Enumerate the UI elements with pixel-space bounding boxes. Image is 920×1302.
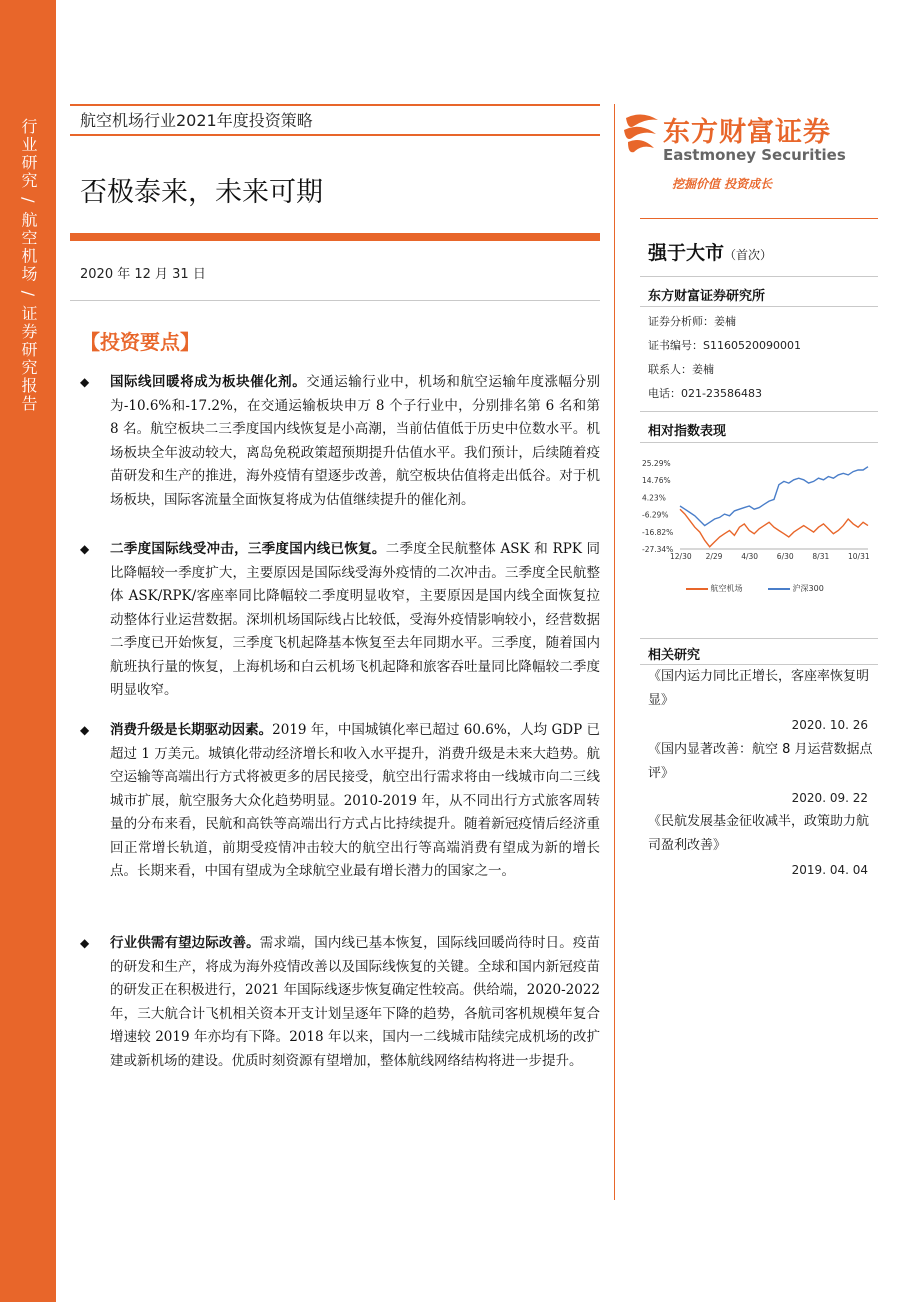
x-tick-label: 8/31 [812, 552, 830, 561]
legend-label: 沪深300 [792, 584, 824, 593]
sidebar-band [0, 0, 56, 1302]
legend-item [768, 583, 824, 594]
institute-name: 东方财富证券研究所 [648, 289, 766, 304]
related-report-date: 2020. 09. 22 [791, 791, 868, 805]
rating-divider [640, 276, 878, 277]
related-report-date: 2019. 04. 04 [791, 863, 868, 877]
x-tick-label: 12/30 [670, 552, 692, 561]
report-title: 否极泰来，未来可期 [80, 177, 323, 208]
sidebar-category: 行业研究 / 航空机场 / 证券研究报告 [19, 118, 38, 414]
bullet-lead: 行业供需有望边际改善。 [110, 935, 260, 951]
related-report-date: 2020. 10. 26 [791, 718, 868, 732]
series-line-hs300 [680, 467, 868, 526]
phone: 电话：021-23586483 [648, 387, 762, 400]
bullet-item [80, 932, 600, 1073]
brand-slogan: 挖掘价值 投资成长 [672, 177, 773, 191]
y-tick-label: 25.29% [642, 459, 671, 468]
header-mid-rule [70, 134, 600, 136]
related-report-title[interactable]: 《民航发展基金征收减半，政策助力航司盈利改善》 [648, 814, 870, 853]
bullet-lead: 消费升级是长期驱动因素。 [110, 722, 273, 738]
bullet-item [80, 538, 600, 703]
legend-item [686, 583, 743, 594]
header-top-rule [70, 104, 600, 106]
info-divider [640, 411, 878, 412]
y-tick-label: -27.34% [642, 545, 674, 554]
x-tick-label: 6/30 [776, 552, 794, 561]
y-tick-label: -6.29% [642, 510, 669, 520]
y-tick-label: -16.82% [642, 527, 674, 537]
x-tick-label: 10/31 [848, 552, 870, 561]
contact-person: 联系人：姜楠 [648, 363, 714, 376]
bullet-item [80, 371, 600, 512]
y-tick-label: 4.23% [642, 493, 666, 503]
y-tick-label: 14.76% [642, 476, 671, 486]
institute-divider [640, 306, 878, 307]
x-tick-label: 4/30 [741, 552, 759, 561]
legend-swatch-airport [686, 588, 708, 590]
diamond-icon: ◆ [80, 542, 90, 556]
report-date: 2020 年 12 月 31 日 [80, 267, 206, 282]
header-thick-rule [70, 233, 600, 241]
diamond-icon: ◆ [80, 723, 90, 737]
bullet-lead: 二季度国际线受冲击，三季度国内线已恢复。 [110, 541, 386, 557]
column-divider [614, 104, 615, 1200]
cert-number: 证书编号：S1160520090001 [648, 339, 801, 352]
diamond-icon: ◆ [80, 936, 90, 950]
bullet-text: 需求端，国内线已基本恢复，国际线回暖尚待时日。疫苗的研发和生产，将成为海外疫情改善以及国际线恢复的关键。全球和国内新冠疫苗的研发正在积极进行，2021 年国际线逐步恢复确定性较高。供给端，2020-2022 年，三大航合计飞机相关资本开支计划呈逐年下降的趋势，各航司客机规模年复合增速较 2019 年亦均有下降。2018 年以来，国内一二线城市陆续完成机场的改扩建或新机场的建设。优质时刻资源有望增加，整体航线网络结构将进一步提升。 [110, 935, 601, 1069]
bullet-item [80, 719, 600, 884]
bullet-lead: 国际线回暖将成为板块催化剂。 [110, 374, 307, 390]
x-tick-label: 2/29 [705, 552, 723, 561]
report-subtitle: 航空机场行业2021年度投资策略 [80, 111, 313, 130]
legend-swatch-hs300 [768, 588, 790, 590]
legend-label: 航空机场 [710, 584, 743, 593]
rating-note: （首次） [724, 248, 773, 262]
brand-name-en: Eastmoney Securities [663, 146, 846, 164]
bullet-text: 二季度全民航整体 ASK 和 RPK 同比降幅较一季度扩大，主要原因是国际线受海外疫情的二次冲击。三季度全民航整体 ASK/RPK/客座率同比降幅较二季度明显收窄，主要原因是国内线全面恢复拉动整体行业运营数据。深圳机场国际线占比较低，受海外疫情影响较小，经营数据二季度已开始恢复，三季度飞机起降基本恢复至去年同期水平。三季度，随着国内航班执行量的恢复，上海机场和白云机场飞机起降和旅客吞吐量同比降幅较二季度明显收窄。 [110, 541, 600, 698]
logo-divider [640, 218, 878, 219]
eastmoney-logo-icon [620, 108, 662, 160]
investment-highlights-heading: 【投资要点】 [80, 330, 200, 354]
related-research-heading: 相关研究 [648, 648, 701, 663]
rating [648, 238, 772, 265]
series-line-airport [680, 509, 868, 547]
rating-value: 强于大市 [648, 242, 725, 264]
brand-name-cn: 东方财富证券 [663, 117, 831, 148]
analyst: 证券分析师：姜楠 [648, 315, 736, 328]
bullet-text: 交通运输行业中，机场和航空运输年度涨幅分别为-10.6%和-17.2%，在交通运输板块申万 8 个子行业中，分别排名第 6 名和第 8 名。航空板块二三季度国内线恢复是小高潮，当前估值低于历史中位数水平。机场板块全年波动较大，离岛免税政策超预期提升估值水平。我们预计，后续随着疫苗研发和生产的推进，海外疫情有望逐步改善，航空板块估值将走出低谷。对于机场板块，国际客流量全面恢复将成为估值继续提升的催化剂。 [110, 374, 601, 508]
chart-heading: 相对指数表现 [648, 424, 727, 439]
relative-index-chart [640, 455, 878, 565]
bullet-text: 2019 年，中国城镇化率已超过 60.6%，人均 GDP 已超过 1 万美元。城镇化带动经济增长和收入水平提升，消费升级是未来大趋势。航空运输等高端出行方式将被更多的居民接受，航空出行需求将由一线城市向二三线城市扩展，航空服务大众化趋势明显。2010-2019 年，从不同出行方式旅客周转量的分布来看，民航和高铁等高端出行方式占比持续提升。随着新冠疫情后经济重回正常增长轨道，前期受疫情冲击较大的航空出行等高端消费有望成为新的增长点。长期来看，中国有望成为全球航空业最有增长潜力的国家之一。 [110, 722, 600, 879]
chart-heading-divider [640, 442, 878, 443]
related-report-title[interactable]: 《国内显著改善：航空 8 月运营数据点评》 [648, 742, 873, 781]
date-divider [70, 300, 600, 301]
diamond-icon: ◆ [80, 375, 90, 389]
related-report-title[interactable]: 《国内运力同比正增长，客座率恢复明显》 [648, 669, 870, 708]
chart-divider [640, 638, 878, 639]
